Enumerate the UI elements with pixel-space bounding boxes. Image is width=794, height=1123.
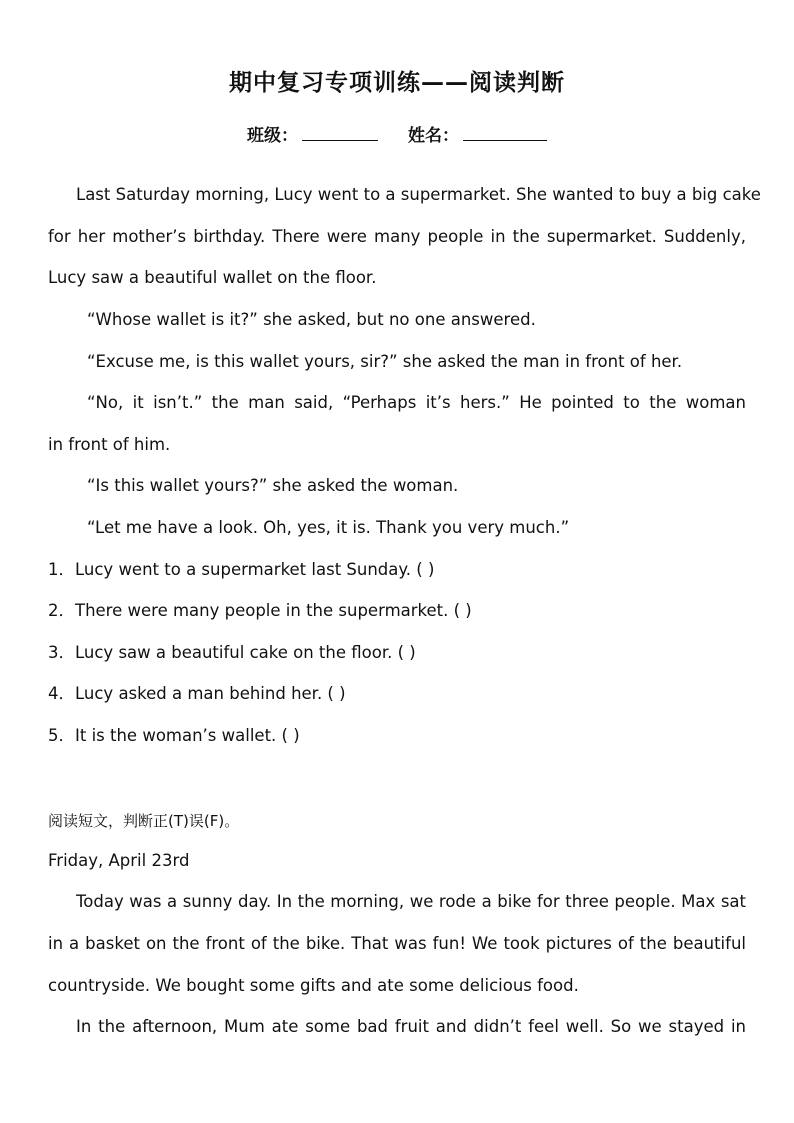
passage1-line: for her mother’s birthday. There were many people in the supermarket. Suddenly, <box>48 227 746 246</box>
name-label: 姓名： <box>408 126 459 146</box>
passage2-line: countryside. We bought some gifts and ate some delicious food. <box>48 976 579 995</box>
passage2-line: Today was a sunny day. In the morning, we rode a bike for three people. Max sat <box>76 892 746 911</box>
class-label: 班级： <box>247 126 298 146</box>
passage1-line: “Whose wallet is it?” she asked, but no one answered. <box>87 310 536 329</box>
student-info <box>0 121 794 146</box>
passage2-line: in a basket on the front of the bike. That was fun! We took pictures of the beautiful <box>48 934 746 953</box>
section2-date: Friday, April 23rd <box>48 851 190 870</box>
question-item: 2．There were many people in the supermarket. ( ) <box>48 601 472 620</box>
question-item: 4．Lucy asked a man behind her. ( ) <box>48 684 346 703</box>
passage1-line: in front of him. <box>48 435 171 454</box>
question-item: 1．Lucy went to a supermarket last Sunday. ( ) <box>48 560 435 579</box>
passage2-line: In the afternoon, Mum ate some bad fruit and didn’t feel well. So we stayed in <box>76 1017 746 1036</box>
page-title: 期中复习专项训练——阅读判断 <box>229 70 565 96</box>
question-item: 3．Lucy saw a beautiful cake on the floor. ( ) <box>48 643 416 662</box>
passage1-line: Lucy saw a beautiful wallet on the floor. <box>48 268 377 287</box>
question-item: 5．It is the woman’s wallet. ( ) <box>48 726 300 745</box>
passage1-line: “No, it isn’t.” the man said, “Perhaps it’s hers.” He pointed to the woman <box>87 393 746 412</box>
class-blank[interactable] <box>302 126 378 141</box>
passage1-line: “Let me have a look. Oh, yes, it is. Thank you very much.” <box>87 518 570 537</box>
section2-instruction: 阅读短文，判断正(T)误(F)。 <box>48 812 240 830</box>
name-blank[interactable] <box>463 126 547 141</box>
passage1-line: “Is this wallet yours?” she asked the woman. <box>87 476 459 495</box>
passage1-line: Last Saturday morning, Lucy went to a supermarket. She wanted to buy a big cake <box>76 185 761 204</box>
passage1-line: “Excuse me, is this wallet yours, sir?” she asked the man in front of her. <box>87 352 683 371</box>
